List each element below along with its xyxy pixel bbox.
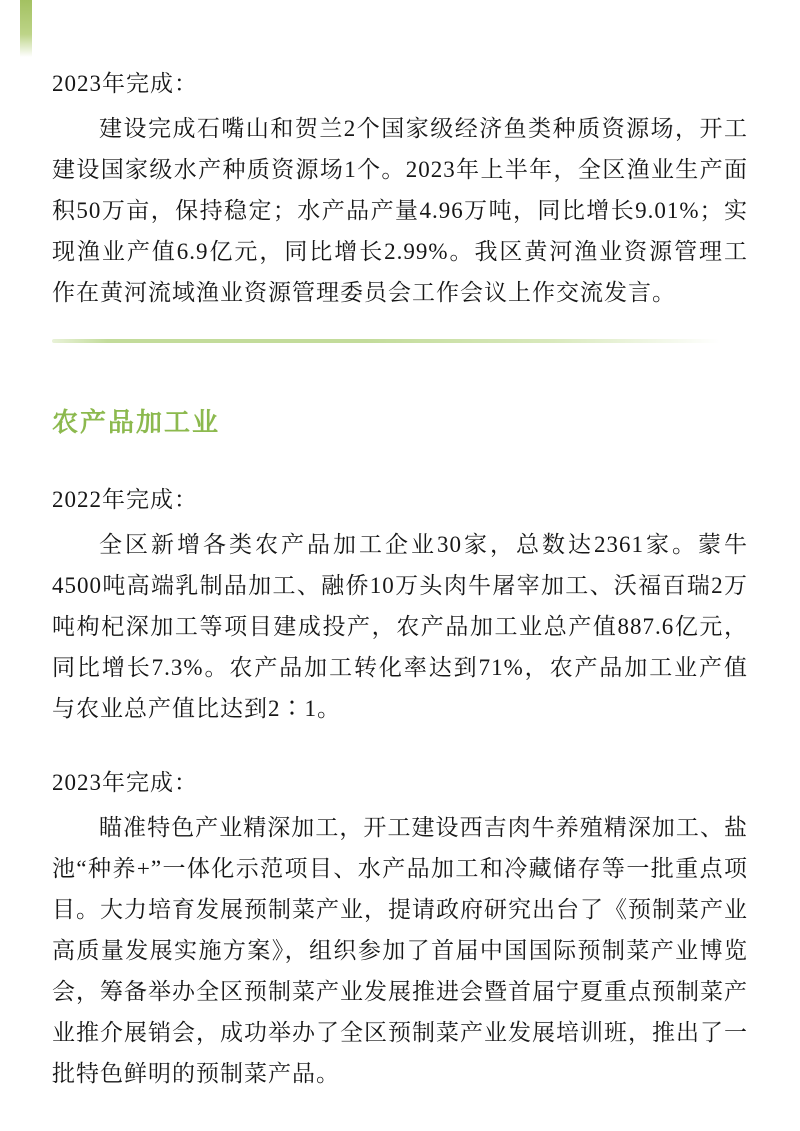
processing-2023-paragraph: 瞄准特色产业精深加工，开工建设西吉肉牛养殖精深加工、盐池“种养+”一体化示范项目、水产品加工和冷藏储存等一批重点项目。大力培育发展预制菜产业，提请政府研究出台了《预制菜产业高质量发展实施方案》，组织参加了首届中国国际预制菜产业博览会，筹备举办全区预制菜产业发展推进会暨首届宁夏重点预制菜产业推介展销会，成功举办了全区预制菜产业发展培训班，推出了一批特色鲜明的预制菜产品。 [52, 815, 748, 1086]
processing-2022-paragraph: 全区新增各类农产品加工企业30家，总数达2361家。蒙牛4500吨高端乳制品加工、融侨10万头肉牛屠宰加工、沃福百瑞2万吨枸杞深加工等项目建成投产，农产品加工业总产值887.6亿元，同比增长7.3%。农产品加工转化率达到71%，农产品加工业产值与农业总产值比达到2∶1。 [52, 532, 748, 721]
fishery-2023-paragraph: 建设完成石嘴山和贺兰2个国家级经济鱼类种质资源场，开工建设国家级水产种质资源场1个。2023年上半年，全区渔业生产面积50万亩，保持稳定；水产品产量4.96万吨，同比增长9.01%；实现渔业产值6.9亿元，同比增长2.99%。我区黄河渔业资源管理工作在黄河流域渔业资源管理委员会工作会议上作交流发言。 [52, 116, 748, 305]
fishery-2023-label: 2023年完成： [52, 71, 198, 96]
section-divider-line [52, 339, 748, 343]
section-heading-agricultural-processing: 农产品加工业 [52, 407, 221, 437]
processing-2023-label: 2023年完成： [52, 770, 198, 795]
processing-2022-label: 2022年完成： [52, 487, 198, 512]
